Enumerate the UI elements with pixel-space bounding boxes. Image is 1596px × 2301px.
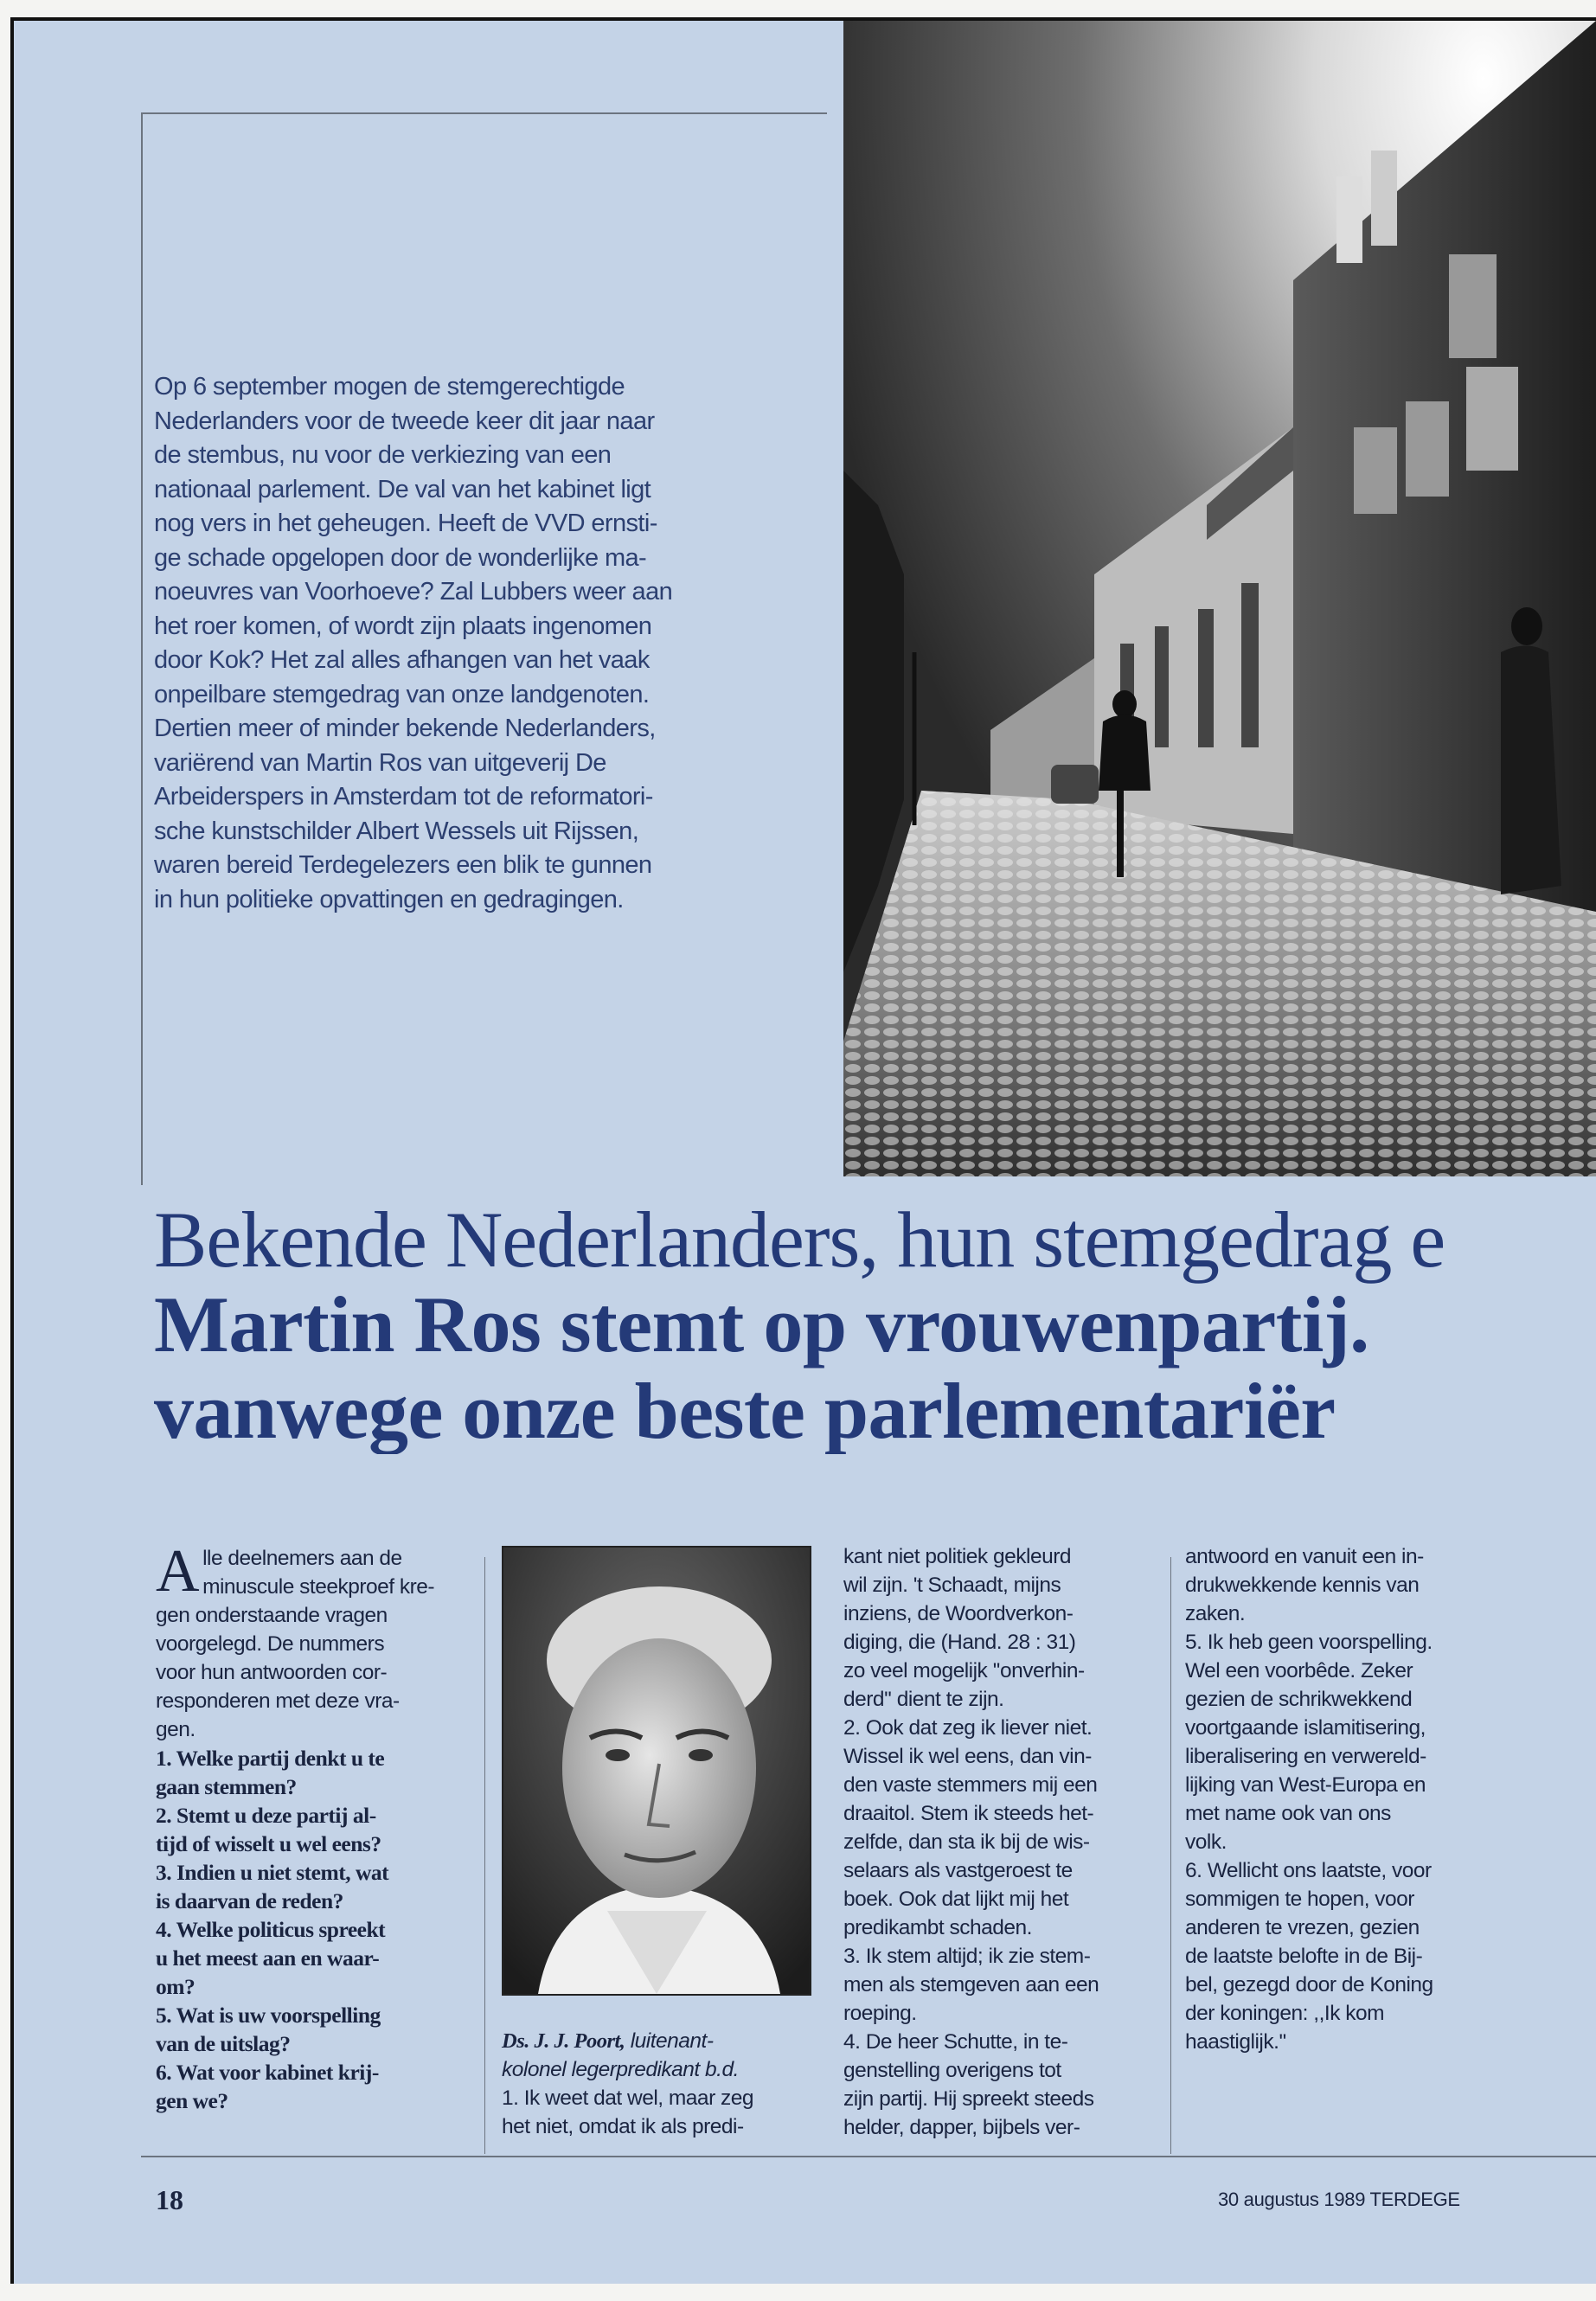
column-questions: [156, 1538, 450, 2115]
caption-name: Ds. J. J. Poort,: [502, 2029, 625, 2053]
column-answers-1: kant niet politiek gekleurd wil zijn. 't Schaadt, mijns inziens, de Woordverkon- diging, die (Hand. 28 : 31) zo veel mogelijk ''onverhin- derd'' dient te zijn. 2. Ook dat zeg ik liever niet. Wissel ik wel eens, dan vin- den vaste stemmers mij een draaitol. Stem ik steeds het- zelfde, dan sta ik bij de wis- selaars als vastgeroest te boek. Ook dat lijkt mij het predikambt schaden. 3. Ik stem altijd; ik zie stem- men als stemgeven aan een roeping. 4. De heer Schutte, in te- genstelling overigens tot zijn partij. Hij spreekt steeds helder, dapper, bijbels ver-: [843, 1545, 1099, 2139]
portrait-caption: Ds. J. J. Poort, luitenant- kolonel legerpredikant b.d. 1. Ik weet dat wel, maar zeg het niet, omdat ik als predi-: [502, 2029, 754, 2138]
headline: [154, 1198, 1596, 1454]
issue-line: 30 augustus 1989 TERDEGE: [1218, 2189, 1460, 2210]
headline-line-1: Bekende Nederlanders, hun stemgedrag e: [154, 1198, 1445, 1284]
column-answers-2: antwoord en vanuit een in- drukwekkende kennis van zaken. 5. Ik heb geen voorspelling. Wel een voorbêde. Zeker gezien de schrikwekkend voortgaande islamitisering, liberalisering en verwereld- lijking van West-Europa en met name ook van ons volk. 6. Wellicht ons laatste, voor sommigen te hopen, voor anderen te vrezen, gezien de laatste belofte in de Bij- bel, gezegd door de Koning der koningen: ,,Ik kom haastiglijk.'': [1185, 1545, 1433, 2054]
page-number: 18: [156, 2184, 183, 2215]
dropcap-letter: A: [156, 1538, 200, 1605]
headline-line-2: Martin Ros stemt op vrouwenpartij.: [154, 1280, 1369, 1368]
column-rule: [1170, 1557, 1171, 2154]
column-intro: Alle deelnemers aan de minuscule steekproef kre- gen onderstaande vragen voorgelegd. De nummers voor hun antwoorden cor- responderen met deze vra- gen.: [156, 1538, 435, 1741]
headline-line-3: vanwege onze beste parlementariër: [154, 1367, 1336, 1454]
street-photo: [843, 21, 1596, 1176]
portrait-photo: [502, 1546, 811, 1996]
caption-role: luitenant-: [630, 2029, 714, 2053]
caption-role-line-2: kolonel legerpredikant b.d.: [502, 2058, 739, 2081]
footer-rule: [141, 2156, 1596, 2157]
intro-paragraph: Op 6 september mogen de stemgerechtigde Nederlanders voor de tweede keer dit jaar naar de stembus, nu voor de verkiezing van een nationaal parlement. De val van het kabinet ligt nog vers in het geheugen. Heeft de VVD ernsti- ge schade opgelopen door de wonderlijke ma- noeuvres van Voorhoeve? Zal Lubbers weer aan het roer komen, of wordt zijn plaats ingenomen door Kok? Het zal alles afhangen van het vaak onpeilbare stemgedrag van onze landgenoten. Dertien meer of minder bekende Nederlanders, variërend van Martin Ros van uitgeverij De Arbeiderspers in Amsterdam tot de reformatori- sche kunstschilder Albert Wessels uit Rijssen, waren bereid Terdegelezers een blik te gunnen in hun politieke opvattingen en gedragingen.: [154, 373, 673, 913]
column-rule: [484, 1557, 485, 2154]
question-list: 1. Welke partij denkt u te gaan stemmen? 2. Stemt u deze partij al- tijd of wisselt u wel eens? 3. Indien u niet stemt, wat is daarvan de reden? 4. Welke politicus spreekt u het meest aan en waar- om? 5. Wat is uw voorspelling van de uitslag? 6. Wat voor kabinet krij- gen we?: [156, 1746, 389, 2113]
